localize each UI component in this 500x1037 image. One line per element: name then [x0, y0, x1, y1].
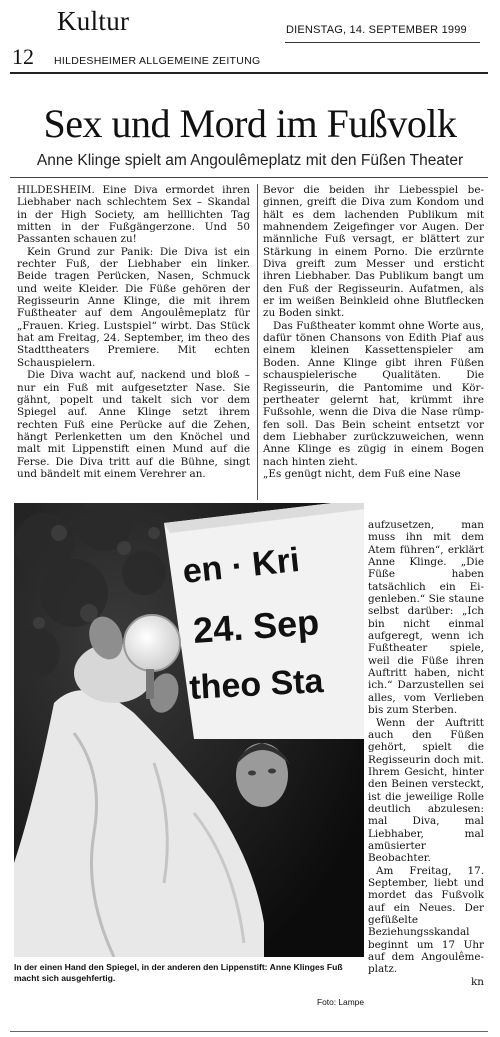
page-number: 12 — [12, 44, 34, 69]
banner-text-line1: en · Kri — [180, 540, 302, 591]
paragraph: Am Freitag, 17. September, liebt und mordet das Fußvolk auf ein Neues. Der gefüßelte Beziehungsskandal beginnt um 17 Uhr auf dem Angoulêmeplatz. — [368, 864, 484, 976]
photo-credit: Foto: Lampe — [316, 997, 364, 1007]
section-title: Kultur — [57, 6, 130, 36]
paragraph: „Es genügt nicht, dem Fuß eine Nase — [263, 467, 461, 480]
subheadline: Anne Klinge spielt am Angoulêmeplatz mit den Füßen Theater — [36, 152, 464, 169]
banner-text-line2: 24. Sep — [191, 601, 321, 651]
masthead-divider — [10, 72, 488, 74]
article-column-right — [263, 184, 484, 480]
page-bottom-rule — [10, 1031, 488, 1032]
banner-text-line3: theo Sta — [188, 662, 325, 707]
date-underline — [285, 42, 480, 43]
column-divider — [257, 184, 258, 500]
paragraph: Kein Grund zur Panik: Die Diva ist ein rechter Fuß, der Liebhaber ein linker. Beide tragen Perücken, Nasen, Schmuck und weite Kleider. Die Füße gehören der Regisseurin Anne Klinge, die mit ihrem Fußtheater auf dem Angoulêmeplatz für „Frauen. Krieg. Lustspiel“ wirbt. Das Stück hat am Freitag, 24. September, im theo des Stadttheaters Premiere. Mit echten Schauspielern. — [17, 245, 250, 369]
issue-date: DIENSTAG, 14. SEPTEMBER 1999 — [286, 24, 467, 36]
headline-divider — [10, 177, 488, 178]
newspaper-name: HILDESHEIMER ALLGEMEINE ZEITUNG — [54, 55, 261, 67]
paragraph: HILDESHEIM. Eine Diva ermordet ihren Liebhaber nach schlechtem Sex – Skandal in der High Society, am helllichten Tag mitten in der Fußgängerzone. Und 50 Passanten schauen zu! — [17, 184, 250, 246]
paragraph: Das Fußtheater kommt ohne Worte aus, dafür tönen Chansons von Edith Piaf aus einem kleinen Kassettenspieler am Boden. Anne Klinge gibt ihren Füßen schauspielerische Qualitäten. Die Regisseurin, die Pantomime und Körpertheater gelernt hat, krümmt ihre Fußsohle, wenn die Diva die Nase rümpfen soll. Das Bein scheint entsetzt vor dem Liebhaber zurückzuweichen, wenn Anne Klinge es zügig in einem Bogen nach hinten zieht. — [263, 319, 484, 468]
paragraph: aufzusetzen, man muss ihn mit dem Atem führen“, erklärt Anne Klinge. „Die Füße haben tatsächlich ein Eigenleben.“ Sie staune selbst darüber: „Ich bin nicht einmal aufgeregt, wenn ich Fußtheater spiele, weil die Füße ihren Auftritt haben, nicht ich.“ Darzustellen sei alles, vom Verlieben bis zum Sterben. — [368, 519, 484, 717]
paragraph: Wenn der Auftritt auch den Füßen gehört, spielt die Regisseurin doch mit. Ihrem Gesicht, hinter den Beinen versteckt, ist die jeweilige Rolle deutlich abzulesen: mal Diva, mal Liebhaber, mal amüsierter Beobachter. — [368, 716, 484, 865]
author-initials: kn — [471, 975, 484, 988]
paragraph: Bevor die beiden ihr Liebesspiel beginnen, greift die Diva zum Kondom und hält es dem lachenden Publikum mit mahnendem Zeigefinger vor Augen. Der männliche Fuß versagt, er blättert zur Stärkung in einem Porno. Die erzürnte Diva greift zum Messer und ersticht ihren Liebhaber. Das Publikum bangt um den Fuß der Regisseurin. Aufatmen, als er im weißen Beinkleid ohne Blutflecken zu Boden sinkt. — [263, 184, 484, 320]
paragraph: Die Diva wacht auf, nackend und bloß – nur ein Fuß mit aufgesetzter Nase. Sie gähnt, popelt und takelt sich vor dem Spiegel auf. Anne Klinge setzt ihrem rechten Fuß eine Perücke auf die Zehen, hängt Perlenketten um den Knöchel und malt mit Lippenstift einen Mund auf die Ferse. Die Diva tritt auf die Bühne, singt und bändelt mit einem Verehrer an. — [17, 369, 250, 480]
article-photo — [14, 503, 364, 957]
photo-caption: In der einen Hand den Spiegel, in der anderen den Lippenstift: Anne Klinges Fuß macht sich ausgehfertig. — [14, 962, 343, 984]
headline: Sex und Mord im Fußvolk — [43, 101, 457, 146]
article-column-narrow — [368, 519, 484, 988]
photo-illustration — [14, 503, 364, 957]
article-column-left — [17, 184, 250, 480]
